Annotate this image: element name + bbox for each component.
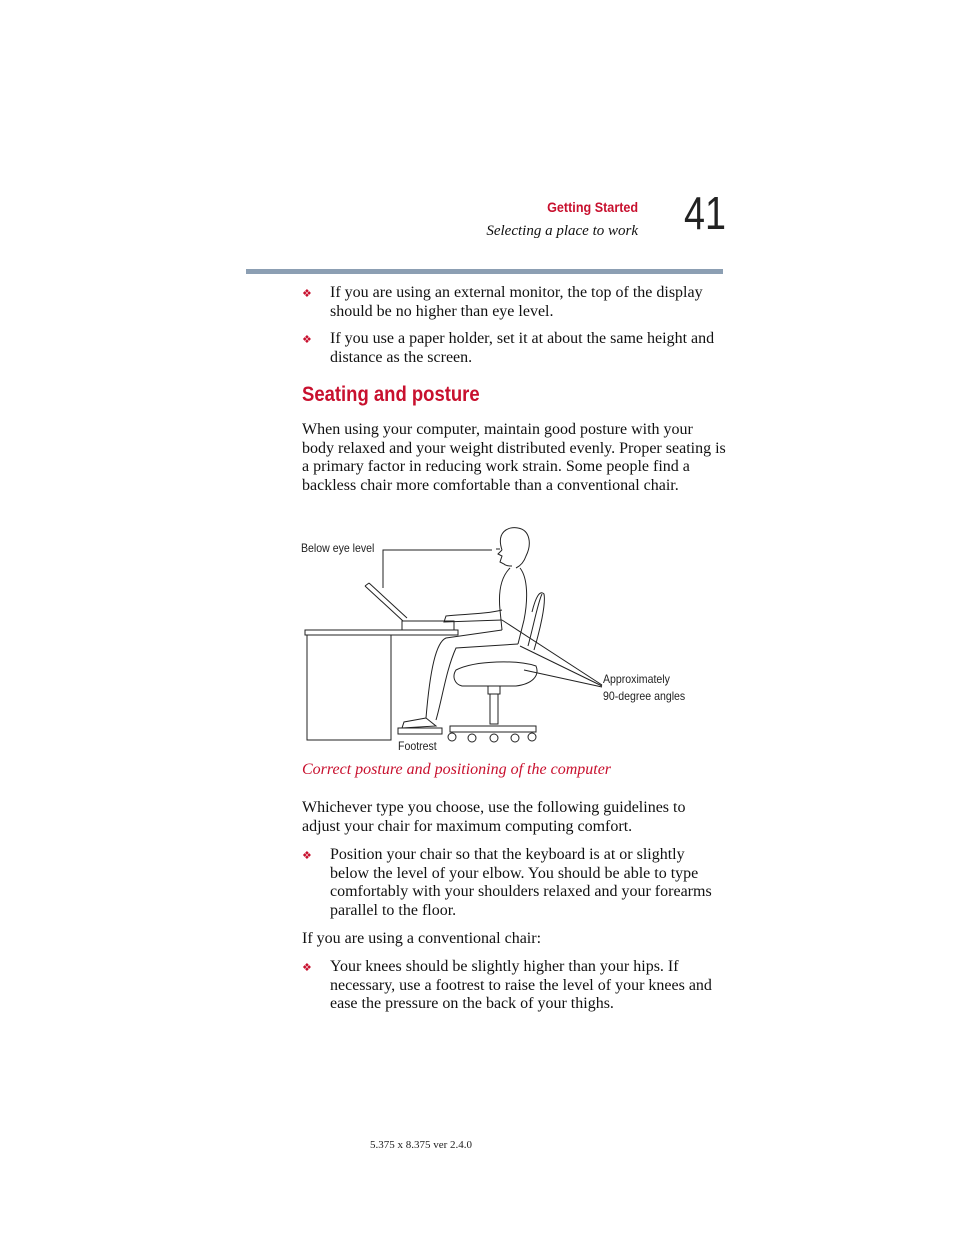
bullet-text-monitor: If you are using an external monitor, the top of the display should be no higher than eye level. bbox=[330, 284, 703, 320]
figure-label-angles-line1: Approximately bbox=[603, 672, 670, 686]
page-number: 41 bbox=[684, 187, 726, 239]
running-header-subsection: Selecting a place to work bbox=[486, 223, 638, 239]
bullet-icon: ❖ bbox=[302, 334, 312, 346]
bullet-text-paper-holder: If you use a paper holder, set it at about the same height and distance as the screen. bbox=[330, 330, 715, 366]
figure-label-footrest: Footrest bbox=[398, 739, 437, 753]
figure-label-angles-line2: 90-degree angles bbox=[603, 689, 686, 703]
bullet-icon: ❖ bbox=[302, 850, 312, 862]
intro-paragraph: When using your computer, maintain good posture with your body relaxed and your weight distributed evenly. Proper seating is a primary factor in reducing work strain. Some people find a backless chair more comfortable than a conventional chair. bbox=[302, 421, 726, 495]
page-footer: 5.375 x 8.375 ver 2.4.0 bbox=[370, 1139, 473, 1151]
running-header-section: Getting Started bbox=[546, 199, 638, 215]
figure-caption: Correct posture and positioning of the computer bbox=[302, 761, 612, 778]
header-rule bbox=[246, 269, 723, 274]
figure-label-eye-level: Below eye level bbox=[301, 541, 375, 555]
bullet-icon: ❖ bbox=[302, 288, 312, 300]
bullet-icon: ❖ bbox=[302, 962, 312, 974]
bullet-text-knees: Your knees should be slightly higher than your hips. If necessary, use a footrest to raise the level of your knees and ease the pressure on the back of your thighs. bbox=[330, 958, 712, 1013]
section-heading: Seating and posture bbox=[302, 383, 480, 406]
conventional-chair-paragraph: If you are using a conventional chair: bbox=[302, 930, 542, 947]
bullet-text-chair-position: Position your chair so that the keyboard is at or slightly below the level of your elbow. You should be able to type comfortably with your shoulders relaxed and your forearms parallel to the floor. bbox=[330, 846, 712, 920]
guidelines-paragraph: Whichever type you choose, use the following guidelines to adjust your chair for maximum computing comfort. bbox=[302, 799, 686, 835]
